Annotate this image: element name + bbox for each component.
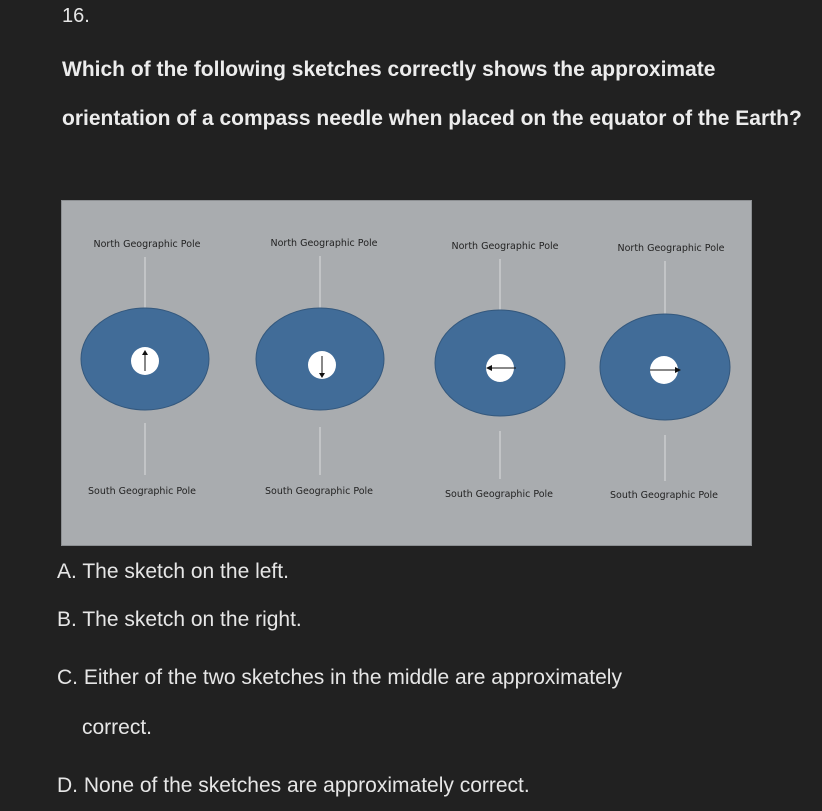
sketch-4 — [600, 243, 730, 501]
question-number: 16. — [62, 5, 90, 27]
option-d-letter: D. — [57, 774, 78, 797]
sketch-2-north-label: North Geographic Pole — [270, 238, 378, 249]
sketch-2-south-label: South Geographic Pole — [264, 486, 374, 497]
option-b-letter: B. — [57, 608, 77, 631]
option-c-text: Either of the two sketches in the middle are approximately — [83, 666, 622, 689]
option-c[interactable] — [57, 666, 622, 690]
option-a-text: The sketch on the left. — [82, 560, 289, 583]
option-d[interactable] — [57, 774, 530, 798]
sketch-3-north-label: North Geographic Pole — [451, 241, 559, 252]
compass-sketches-figure — [61, 200, 752, 546]
sketch-4-south-label: South Geographic Pole — [609, 490, 719, 501]
sketch-3 — [435, 241, 565, 500]
sketch-3-south-label: South Geographic Pole — [444, 489, 554, 500]
question-text: Which of the following sketches correctly shows the approximate orientation of a compass needle when placed on the equator of the Earth? — [62, 58, 802, 130]
sketch-4-north-label: North Geographic Pole — [617, 243, 725, 254]
option-a-letter: A. — [57, 560, 77, 583]
sketch-2 — [256, 238, 384, 497]
sketches-svg — [62, 201, 751, 545]
option-b[interactable] — [57, 608, 302, 632]
sketch-1 — [81, 239, 209, 497]
option-c-continuation: correct. — [82, 716, 153, 739]
option-a[interactable] — [57, 560, 289, 584]
sketch-1-north-label: North Geographic Pole — [93, 239, 201, 250]
sketch-1-south-label: South Geographic Pole — [87, 486, 197, 497]
option-c-letter: C. — [57, 666, 78, 689]
option-b-text: The sketch on the right. — [82, 608, 302, 631]
option-d-text: None of the sketches are approximately correct. — [83, 774, 530, 797]
